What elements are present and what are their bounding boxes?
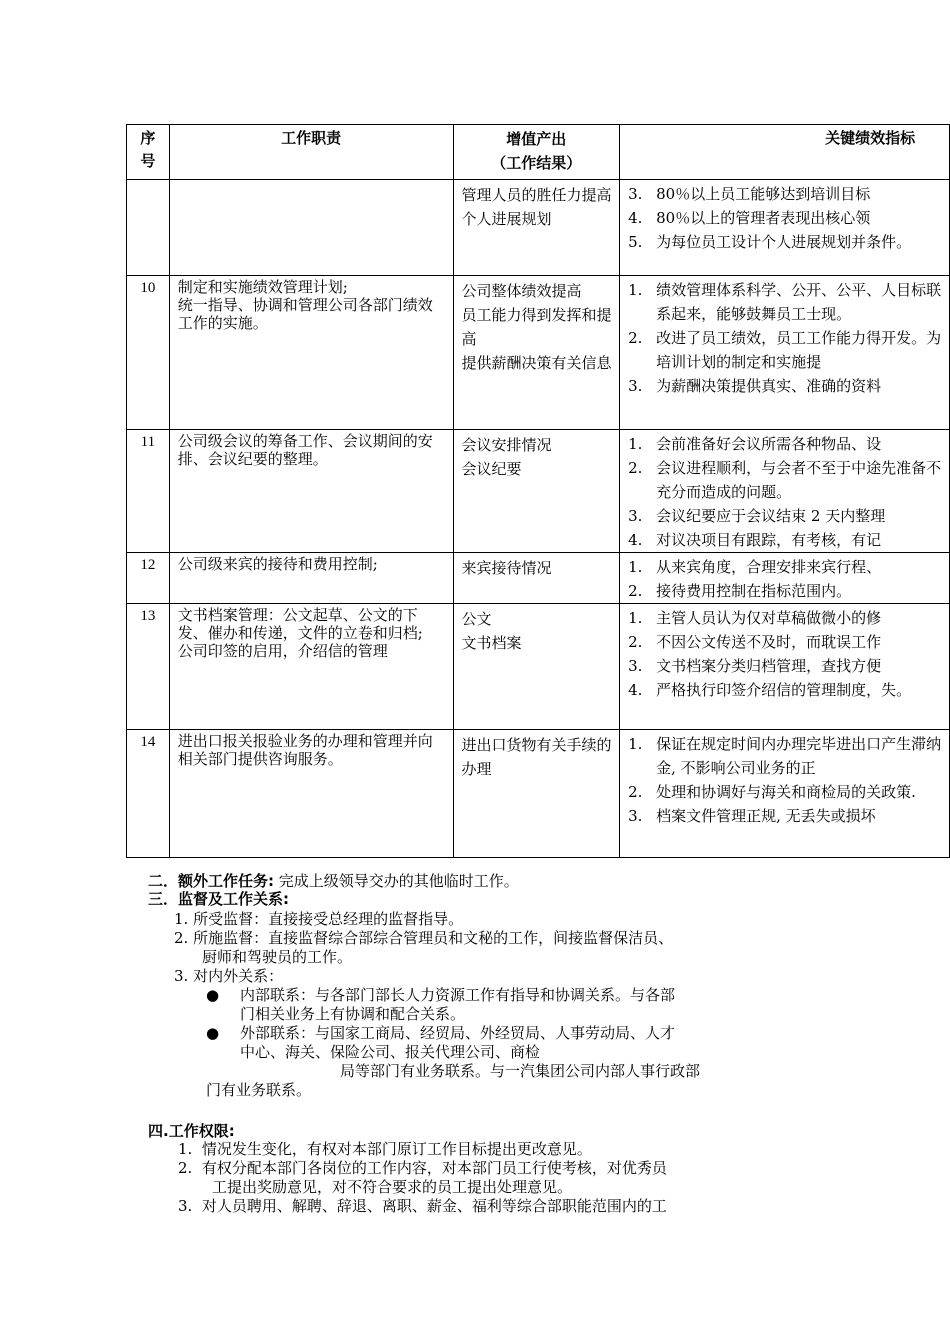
kpi-number: 3. [628, 185, 643, 203]
kpi-text: 会议纪要应于会议结束 2 天内整理 [656, 507, 886, 525]
kpi-number: 2. [628, 783, 643, 801]
external-relation-cont: 中心、海关、保险公司、报关代理公司、商检 [240, 1043, 541, 1061]
kpi-text: 绩效管理体系科学、公开、公平、人目标联系起来，能够鼓舞员工士现。 [656, 281, 942, 323]
row-number: 14 [127, 730, 170, 858]
duty-cell [169, 553, 453, 604]
header-duty: 工作职责 [169, 125, 453, 180]
kpi-number: 1. [628, 435, 643, 453]
output-cell [453, 180, 620, 276]
output-cell [453, 730, 620, 858]
table-row [127, 553, 950, 604]
kpi-item [628, 230, 949, 254]
duty-text: 文书档案管理：公文起草、公文的下发、催办和传递，文件的立卷和归档; [177, 606, 423, 642]
kpi-item [628, 555, 949, 579]
supervision-item-cont: 厨师和驾驶员的工作。 [202, 948, 353, 966]
kpi-text: 为每位员工设计个人进展规划并条件。 [656, 233, 912, 251]
kpi-item [628, 326, 949, 374]
kpi-number: 3. [628, 507, 643, 525]
kpi-item [628, 804, 949, 828]
header-kpi: 关键绩效指标 [620, 125, 950, 180]
kpi-text: 会前准备好会议所需各种物品、设 [656, 435, 882, 453]
kpi-item [628, 528, 949, 552]
duty-cell [169, 604, 453, 730]
table-row [127, 604, 950, 730]
kpi-text: 80％以上的管理者表现出核心领 [656, 209, 871, 227]
extra-tasks: 二．额外工作任务: 完成上级领导交办的其他临时工作。 [148, 872, 519, 890]
external-relation-cont: 门有业务联系。 [206, 1081, 312, 1099]
duty-text: 公司印签的启用，介绍信的管理 [177, 642, 388, 660]
external-relation: 外部联系：与国家工商局、经贸局、外经贸局、人事劳动局、人才 [240, 1024, 676, 1042]
kpi-number: 2. [628, 633, 643, 651]
kpi-item [628, 504, 949, 528]
duties-table [126, 124, 950, 858]
row-number: 10 [127, 276, 170, 430]
kpi-number: 1. [628, 558, 643, 576]
duty-cell [169, 730, 453, 858]
output-text: 公司整体绩效提高 [461, 282, 582, 300]
duty-cell [169, 180, 453, 276]
kpi-item [628, 182, 949, 206]
header-output: 增值产出 （工作结果） [453, 125, 620, 180]
kpi-item [628, 374, 949, 398]
kpi-cell [620, 730, 950, 858]
table-row [127, 180, 950, 276]
kpi-text: 会议进程顺利，与会者不至于中途先准备不充分而造成的问题。 [656, 459, 942, 501]
authority-item: 1. 情况发生变化，有权对本部门原订工作目标提出更改意见。 [178, 1140, 592, 1158]
output-cell [453, 604, 620, 730]
header-seq: 序号 [127, 125, 170, 180]
kpi-text: 文书档案分类归档管理，查找方便 [656, 657, 882, 675]
kpi-text: 保证在规定时间内办理完毕进出口产生滞纳金, 不影响公司业务的正 [656, 735, 942, 777]
output-text: 公文 [461, 610, 492, 628]
output-text: 文书档案 [461, 634, 522, 652]
kpi-text: 对议决项目有跟踪，有考核，有记 [656, 531, 882, 549]
kpi-number: 5. [628, 233, 643, 251]
authority-heading: 四.工作权限: [148, 1122, 235, 1140]
duty-text: 公司级会议的筹备工作、会议期间的安排、会议纪要的整理。 [177, 432, 433, 468]
row-number: 12 [127, 553, 170, 604]
output-text: 会议安排情况 [461, 436, 552, 454]
kpi-item [628, 456, 949, 504]
kpi-text: 接待费用控制在指标范围内。 [656, 582, 852, 600]
supervision-item: 2. 所施监督：直接监督综合部综合管理员和文秘的工作，间接监督保洁员、 [174, 929, 674, 947]
kpi-number: 3. [628, 657, 643, 675]
kpi-item [628, 732, 949, 780]
kpi-text: 从来宾角度，合理安排来宾行程、 [656, 558, 882, 576]
bullet-icon: ● [206, 1024, 220, 1042]
kpi-cell [620, 180, 950, 276]
output-text: 个人进展规划 [461, 210, 552, 228]
supervision-item: 1. 所受监督：直接接受总经理的监督指导。 [174, 910, 464, 928]
output-text: 提供薪酬决策有关信息 [461, 354, 612, 372]
duty-cell [169, 430, 453, 553]
kpi-cell [620, 276, 950, 430]
external-relation-cont: 局等部门有业务联系。与一汽集团公司内部人事行政部 [340, 1062, 701, 1080]
output-text: 管理人员的胜任力提高 [461, 186, 612, 204]
authority-item-cont: 工提出奖励意见，对不符合要求的员工提出处理意见。 [212, 1178, 573, 1196]
kpi-item [628, 630, 949, 654]
duty-cell [169, 276, 453, 430]
internal-relation: 内部联系：与各部门部长人力资源工作有指导和协调关系。与各部 [240, 986, 676, 1004]
kpi-item [628, 579, 949, 603]
internal-relation-cont: 门相关业务上有协调和配合关系。 [240, 1005, 466, 1023]
kpi-text: 为薪酬决策提供真实、准确的资料 [656, 377, 882, 395]
output-text: 来宾接待情况 [461, 559, 552, 577]
kpi-number: 4. [628, 681, 643, 699]
kpi-item [628, 606, 949, 630]
duty-text: 制定和实施绩效管理计划; [177, 278, 348, 296]
kpi-text: 不因公文传送不及时，而耽误工作 [656, 633, 882, 651]
table-row [127, 430, 950, 553]
output-cell [453, 276, 620, 430]
row-number: 13 [127, 604, 170, 730]
duty-text: 进出口报关报验业务的办理和管理并向相关部门提供咨询服务。 [177, 732, 433, 768]
kpi-item [628, 678, 949, 702]
output-text: 员工能力得到发挥和提高 [461, 306, 612, 348]
row-number [127, 180, 170, 276]
kpi-number: 3. [628, 377, 643, 395]
authority-item: 3. 对人员聘用、解聘、辞退、离职、薪金、福利等综合部职能范围内的工 [178, 1197, 667, 1215]
kpi-text: 档案文件管理正规, 无丢失或损坏 [656, 807, 876, 825]
kpi-cell [620, 604, 950, 730]
kpi-number: 3. [628, 807, 643, 825]
kpi-number: 1. [628, 735, 643, 753]
kpi-number: 4. [628, 209, 643, 227]
table-row [127, 276, 950, 430]
kpi-text: 严格执行印签介绍信的管理制度，失。 [656, 681, 912, 699]
kpi-cell [620, 430, 950, 553]
output-cell [453, 553, 620, 604]
kpi-item [628, 206, 949, 230]
output-cell [453, 430, 620, 553]
kpi-cell [620, 553, 950, 604]
table-header-row [127, 125, 950, 180]
kpi-item [628, 780, 949, 804]
kpi-number: 2. [628, 459, 643, 477]
kpi-item [628, 432, 949, 456]
output-text: 进出口货物有关手续的办理 [461, 736, 612, 778]
duty-text: 统一指导、协调和管理公司各部门绩效工作的实施。 [177, 296, 433, 332]
kpi-item [628, 278, 949, 326]
bullet-icon: ● [206, 986, 220, 1004]
authority-item: 2. 有权分配本部门各岗位的工作内容，对本部门员工行使考核，对优秀员 [178, 1159, 667, 1177]
kpi-number: 1. [628, 281, 643, 299]
kpi-number: 2. [628, 329, 643, 347]
row-number: 11 [127, 430, 170, 553]
kpi-text: 改进了员工绩效，员工工作能力得开发。为培训计划的制定和实施提 [656, 329, 942, 371]
table-row [127, 730, 950, 858]
kpi-text: 80％以上员工能够达到培训目标 [656, 185, 871, 203]
supervision-heading: 三．监督及工作关系: [148, 890, 289, 908]
kpi-text: 处理和协调好与海关和商检局的关政策. [656, 783, 916, 801]
kpi-number: 4. [628, 531, 643, 549]
output-text: 会议纪要 [461, 460, 522, 478]
supervision-item: 3. 对内外关系： [174, 967, 284, 985]
kpi-item [628, 654, 949, 678]
kpi-number: 2. [628, 582, 643, 600]
kpi-text: 主管人员认为仅对草稿做微小的修 [656, 609, 882, 627]
kpi-number: 1. [628, 609, 643, 627]
duty-text: 公司级来宾的接待和费用控制; [177, 555, 378, 573]
